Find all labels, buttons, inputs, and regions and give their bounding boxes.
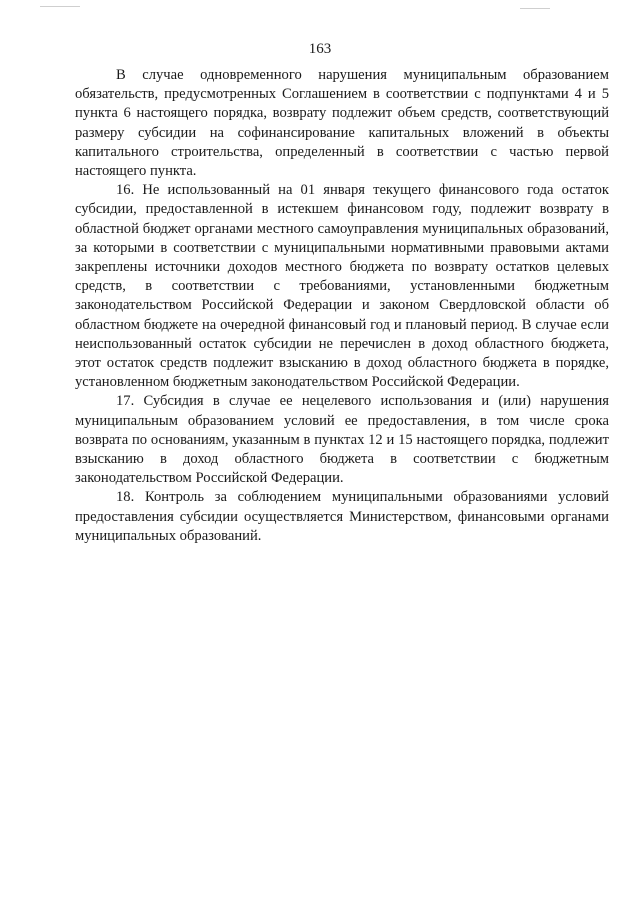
paragraph-item-17: 17. Субсидия в случае ее нецелевого использования и (или) нарушения муниципальным образованием условий ее предоставления, в том числе срока возврата по основаниям, указанным в пунктах 12 и 15 настоящего порядка, подлежит взысканию в доход областного бюджета в соответствии с бюджетным законодательством Российской Федерации. [75,393,609,487]
page-number: 163 [308,41,332,57]
paragraph: В случае одновременного нарушения муниципальным образованием обязательств, предусмотренных Соглашением в соответствии с подпунктами 4 и 5 пункта 6 настоящего порядка, возврату подлежит объем средств, соответствующий размеру субсидии на софинансирование капитальных вложений в объекты капитального строительства, определенный в соответствии с частью первой настоящего пункта. [75,67,609,180]
paragraph-item-16: 16. Не использованный на 01 января текущего финансового года остаток субсидии, предоставленной в истекшем финансовом году, подлежит возврату в областной бюджет органами местного самоуправления муниципальных образований, за которыми в соответствии с муниципальными нормативными правовыми актами закреплены источники доходов местного бюджета по возврату остатков целевых средств, в соответствии с требованиями, установленными бюджетным законодательством Российской Федерации и законом Свердловской области об областном бюджете на очередной финансовый год и плановый период. В случае если неиспользованный остаток субсидии не перечислен в доход областного бюджета, этот остаток средств подлежит взысканию в доход областного бюджета в порядке, установленном бюджетным законодательством Российской Федерации. [75,182,609,391]
scan-edge-mark [40,6,80,7]
document-body [75,66,609,546]
scan-edge-mark [520,8,550,9]
paragraph-item-18: 18. Контроль за соблюдением муниципальными образованиями условий предоставления субсидии осуществляется Министерством, финансовыми органами муниципальных образований. [75,489,609,544]
